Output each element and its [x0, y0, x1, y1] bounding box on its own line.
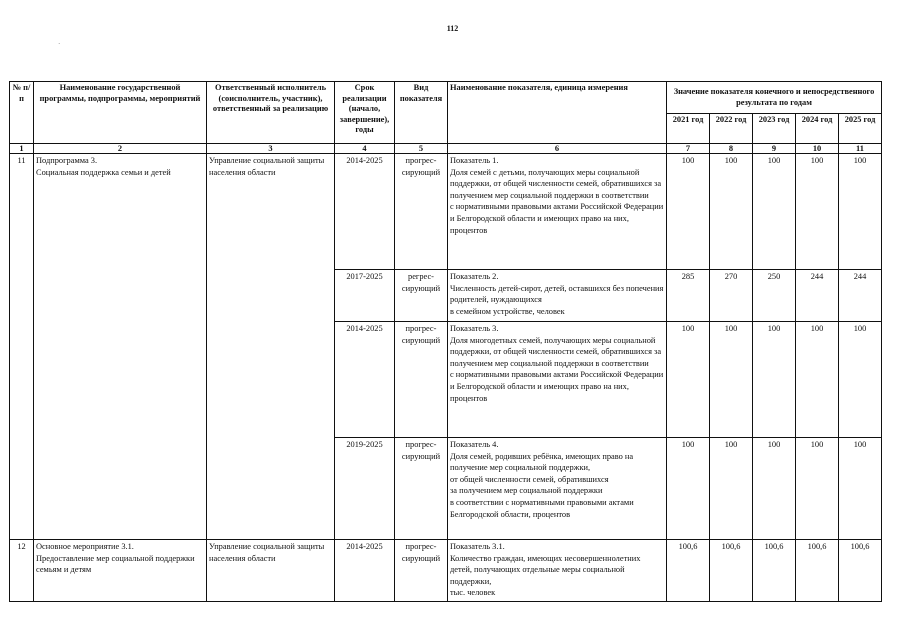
value-2021: 100,6 [667, 540, 710, 602]
value-2021: 100 [667, 154, 710, 270]
value-2023: 100 [753, 154, 796, 270]
col-number: 11 [839, 144, 882, 154]
col-number: 6 [448, 144, 667, 154]
period: 2014-2025 [335, 154, 395, 270]
header-year: 2022 год [710, 114, 753, 144]
indicator-name: Показатель 3.1. Количество граждан, имеющих несовершеннолетних детей, получающих отдельные меры социальной поддержки, тыс. человек [448, 540, 667, 602]
value-2022: 100,6 [710, 540, 753, 602]
header-values-group: Значение показателя конечного и непосредственного результата по годам [667, 82, 882, 114]
executor-name: Управление социальной защиты населения области [207, 154, 335, 540]
value-2021: 100 [667, 322, 710, 438]
value-2024: 100 [796, 322, 839, 438]
indicator-name: Показатель 2. Численность детей-сирот, детей, оставшихся без попечения родителей, нуждающихся в семейном устройстве, человек [448, 270, 667, 322]
value-2023: 250 [753, 270, 796, 322]
value-2024: 100 [796, 154, 839, 270]
row-number: 12 [10, 540, 34, 602]
indicator-kind: прогрес- сирующий [395, 154, 448, 270]
value-2025: 100 [839, 322, 882, 438]
executor-name: Управление социальной защиты населения области [207, 540, 335, 602]
row-number: 11 [10, 154, 34, 540]
value-2022: 100 [710, 154, 753, 270]
value-2023: 100 [753, 438, 796, 540]
indicator-name: Показатель 1. Доля семей с детьми, получающих меры социальной поддержки, от общей численности семей, обратившихся за получением мер социальной поддержки в соответствии с нормативными правовыми актами Российской Федерации и Белгородской области и имеющих право на них, процентов [448, 154, 667, 270]
indicator-kind: прогрес- сирующий [395, 322, 448, 438]
period: 2017-2025 [335, 270, 395, 322]
margin-mark: · [58, 40, 61, 48]
indicator-name: Показатель 4. Доля семей, родивших ребёнка, имеющих право на получение мер социальной поддержки, от общей численности семей, обратившихся за получением мер социальной поддержки в соответствии с нормативными правовыми актами Белгородской области, процентов [448, 438, 667, 540]
value-2022: 270 [710, 270, 753, 322]
indicator-kind: регрес- сирующий [395, 270, 448, 322]
value-2025: 244 [839, 270, 882, 322]
col-number: 1 [10, 144, 34, 154]
col-number: 7 [667, 144, 710, 154]
value-2023: 100 [753, 322, 796, 438]
header-year: 2025 год [839, 114, 882, 144]
header-indicator: Наименование показателя, единица измерения [448, 82, 667, 144]
period: 2019-2025 [335, 438, 395, 540]
period: 2014-2025 [335, 322, 395, 438]
indicators-table [9, 81, 882, 602]
header-year: 2023 год [753, 114, 796, 144]
value-2022: 100 [710, 322, 753, 438]
value-2022: 100 [710, 438, 753, 540]
value-2025: 100 [839, 438, 882, 540]
col-number: 2 [34, 144, 207, 154]
header-kind: Вид показателя [395, 82, 448, 144]
header-period: Срок реализации (начало, завершение), годы [335, 82, 395, 144]
page-number: 112 [446, 24, 459, 33]
header-year: 2024 год [796, 114, 839, 144]
header-year: 2021 год [667, 114, 710, 144]
indicator-kind: прогрес- сирующий [395, 540, 448, 602]
indicator-name: Показатель 3. Доля многодетных семей, получающих меры социальной поддержки, от общей численности семей, обратившихся за получением мер социальной поддержки в соответствии с нормативными правовыми актами Российской Федерации и Белгородской области и имеющих право на них, процентов [448, 322, 667, 438]
col-number: 5 [395, 144, 448, 154]
header-executor: Ответственный исполнитель (соисполнитель, участник), ответственный за реализацию [207, 82, 335, 144]
value-2021: 100 [667, 438, 710, 540]
indicator-kind: прогрес- сирующий [395, 438, 448, 540]
value-2024: 100,6 [796, 540, 839, 602]
value-2024: 100 [796, 438, 839, 540]
table-row [10, 540, 882, 602]
program-name: Подпрограмма 3. Социальная поддержка семьи и детей [34, 154, 207, 540]
period: 2014-2025 [335, 540, 395, 602]
col-number: 3 [207, 144, 335, 154]
table-row [10, 154, 882, 270]
value-2025: 100 [839, 154, 882, 270]
value-2025: 100,6 [839, 540, 882, 602]
header-num: № п/п [10, 82, 34, 144]
program-name: Основное мероприятие 3.1. Предоставление мер социальной поддержки семьям и детям [34, 540, 207, 602]
header-program: Наименование государственной программы, подпрограммы, мероприятий [34, 82, 207, 144]
value-2021: 285 [667, 270, 710, 322]
col-number: 10 [796, 144, 839, 154]
col-number: 9 [753, 144, 796, 154]
value-2023: 100,6 [753, 540, 796, 602]
col-number: 8 [710, 144, 753, 154]
col-number: 4 [335, 144, 395, 154]
value-2024: 244 [796, 270, 839, 322]
